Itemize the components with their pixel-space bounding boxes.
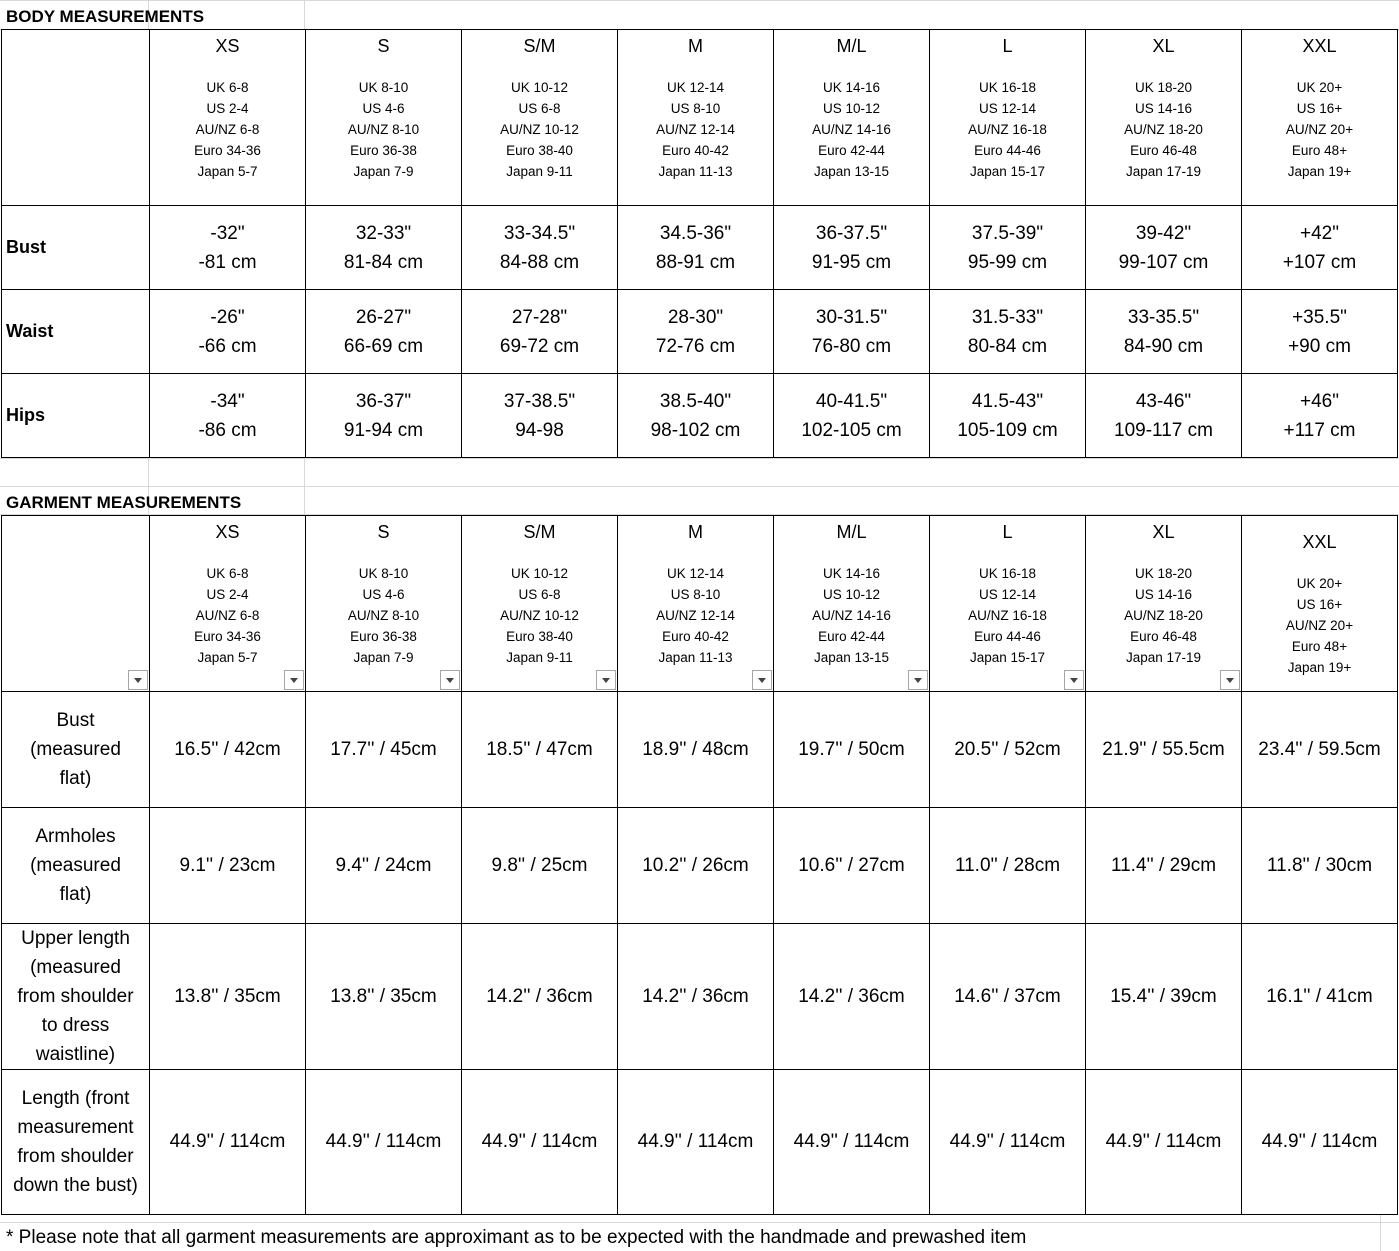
measurement-value: 80-84 cm: [967, 335, 1048, 357]
row-label: [2, 692, 150, 808]
conversion-line: AU/NZ 10-12: [500, 608, 579, 623]
conversion-line: Euro 38-40: [506, 143, 573, 158]
measurement-value: +42": [1300, 222, 1339, 244]
row-label-line: down the bust): [13, 1175, 138, 1196]
size-conversions: [774, 563, 929, 668]
size-header-cell: [930, 30, 1086, 206]
measurement-value: 28-30": [667, 306, 724, 328]
measurement-value: 102-105 cm: [801, 419, 902, 441]
size-header-cell: [306, 516, 462, 692]
conversion-line: US 8-10: [670, 587, 721, 602]
measurement-cell: [774, 374, 930, 458]
measurement-cell: 44.9'' / 114cm: [618, 1070, 774, 1215]
conversion-line: Euro 46-48: [1130, 143, 1197, 158]
measurement-row: [2, 290, 1398, 374]
measurement-row: [2, 692, 1398, 808]
size-name: XXL: [1302, 36, 1337, 56]
measurement-cell: 16.1'' / 41cm: [1242, 924, 1398, 1070]
filter-dropdown-button[interactable]: [128, 670, 148, 690]
conversion-line: UK 16-18: [978, 80, 1037, 95]
size-header-cell: [930, 516, 1086, 692]
filter-dropdown-button[interactable]: [440, 670, 460, 690]
conversion-line: AU/NZ 16-18: [968, 608, 1047, 623]
size-conversions: [462, 77, 617, 182]
conversion-line: AU/NZ 20+: [1285, 122, 1354, 137]
measurement-cell: [150, 374, 306, 458]
size-conversions: [1086, 77, 1241, 182]
measurement-value: 33-34.5": [503, 222, 576, 244]
conversion-line: US 14-16: [1134, 101, 1193, 116]
row-label-line: measurement: [17, 1117, 134, 1138]
size-name: M: [688, 36, 703, 56]
conversion-line: Euro 44-46: [974, 629, 1041, 644]
measurement-cell: [306, 290, 462, 374]
measurement-row: [2, 1070, 1398, 1215]
size-conversions: [306, 77, 461, 182]
measurement-cell: 16.5'' / 42cm: [150, 692, 306, 808]
gridline: [304, 0, 305, 29]
measurement-cell: 9.1'' / 23cm: [150, 808, 306, 924]
size-conversions: [930, 77, 1085, 182]
conversion-line: Japan 7-9: [353, 650, 414, 665]
gridline: [0, 1222, 1399, 1223]
gridline: [0, 486, 1399, 487]
measurement-cell: 20.5'' / 52cm: [930, 692, 1086, 808]
measurement-value: -66 cm: [198, 335, 257, 357]
size-name: M: [688, 522, 703, 542]
conversion-line: AU/NZ 20+: [1285, 618, 1354, 633]
size-conversions: [1086, 563, 1241, 668]
measurement-value: +107 cm: [1282, 251, 1357, 273]
measurement-row: [2, 808, 1398, 924]
measurement-value: 37-38.5": [503, 390, 576, 412]
size-header-cell: [462, 30, 618, 206]
row-label-line: flat): [59, 884, 92, 905]
measurement-value: 91-95 cm: [811, 251, 892, 273]
conversion-line: Euro 34-36: [194, 629, 261, 644]
measurement-cell: [774, 206, 930, 290]
conversion-line: UK 16-18: [978, 566, 1037, 581]
measurement-cell: [150, 290, 306, 374]
conversion-line: Japan 17-19: [1125, 164, 1202, 179]
conversion-line: UK 20+: [1296, 80, 1343, 95]
measurement-cell: 17.7'' / 45cm: [306, 692, 462, 808]
row-label-line: from shoulder: [17, 1146, 134, 1167]
conversion-line: UK 10-12: [510, 566, 569, 581]
conversion-line: UK 12-14: [666, 566, 725, 581]
measurement-value: 84-90 cm: [1123, 335, 1204, 357]
conversion-line: UK 6-8: [206, 80, 249, 95]
conversion-line: US 16+: [1296, 597, 1343, 612]
conversion-line: AU/NZ 18-20: [1124, 122, 1203, 137]
conversion-line: US 4-6: [362, 101, 405, 116]
measurement-cell: [618, 374, 774, 458]
conversion-line: UK 20+: [1296, 576, 1343, 591]
row-label-line: flat): [59, 768, 92, 789]
measurement-cell: 44.9'' / 114cm: [150, 1070, 306, 1215]
conversion-line: US 12-14: [978, 587, 1037, 602]
row-label-line: (measured: [30, 739, 121, 760]
size-name: S/M: [523, 522, 556, 542]
row-label: [2, 1070, 150, 1215]
row-label-line: (measured: [30, 855, 121, 876]
size-header-cell: [1086, 30, 1242, 206]
row-label: Hips: [2, 374, 150, 458]
conversion-line: Euro 46-48: [1130, 629, 1197, 644]
measurement-cell: [1242, 374, 1398, 458]
measurement-cell: 44.9'' / 114cm: [462, 1070, 618, 1215]
size-header-cell: [774, 516, 930, 692]
conversion-line: Japan 19+: [1287, 660, 1352, 675]
measurement-cell: [150, 206, 306, 290]
conversion-line: UK 14-16: [822, 566, 881, 581]
measurement-value: 40-41.5": [815, 390, 888, 412]
measurement-cell: [1086, 374, 1242, 458]
size-name: XXL: [1302, 532, 1337, 552]
size-name: S: [377, 36, 390, 56]
measurement-cell: 14.2'' / 36cm: [774, 924, 930, 1070]
measurement-cell: [930, 206, 1086, 290]
measurement-cell: 44.9'' / 114cm: [774, 1070, 930, 1215]
conversion-line: AU/NZ 6-8: [195, 122, 260, 137]
measurement-cell: [930, 374, 1086, 458]
measurement-value: 88-91 cm: [655, 251, 736, 273]
size-name: XS: [215, 522, 240, 542]
conversion-line: AU/NZ 14-16: [812, 122, 891, 137]
measurement-value: 41.5-43": [971, 390, 1044, 412]
measurement-value: 109-117 cm: [1114, 419, 1213, 441]
measurement-value: 76-80 cm: [811, 335, 892, 357]
size-name: S/M: [523, 36, 556, 56]
measurement-cell: [306, 206, 462, 290]
filter-dropdown-button[interactable]: [752, 670, 772, 690]
measurement-value: -86 cm: [198, 419, 257, 441]
measurement-value: +35.5": [1292, 306, 1347, 328]
measurement-value: 36-37.5": [815, 222, 888, 244]
conversion-line: Euro 48+: [1291, 143, 1348, 158]
measurement-value: 91-94 cm: [343, 419, 424, 441]
measurement-value: 26-27": [355, 306, 412, 328]
conversion-line: Japan 13-15: [813, 164, 890, 179]
measurement-cell: [1086, 290, 1242, 374]
conversion-line: UK 8-10: [358, 566, 409, 581]
measurement-cell: [1242, 206, 1398, 290]
conversion-line: US 10-12: [822, 587, 881, 602]
measurement-cell: [462, 374, 618, 458]
measurement-cell: 11.4'' / 29cm: [1086, 808, 1242, 924]
measurement-cell: 14.2'' / 36cm: [618, 924, 774, 1070]
conversion-line: Japan 11-13: [658, 650, 733, 665]
size-name: L: [1002, 36, 1013, 56]
size-conversions: [306, 563, 461, 668]
measurement-value: 98-102 cm: [650, 419, 741, 441]
row-label-line: Armholes: [35, 826, 116, 847]
size-header-row: [2, 516, 1398, 692]
row-label-line: from shoulder: [17, 986, 134, 1007]
conversion-line: UK 6-8: [206, 566, 249, 581]
row-label-line: waistline): [35, 1044, 116, 1065]
conversion-line: Japan 5-7: [197, 650, 258, 665]
filter-dropdown-button[interactable]: [284, 670, 304, 690]
filter-dropdown-button[interactable]: [908, 670, 928, 690]
corner-cell: [2, 30, 150, 206]
size-header-row: [2, 30, 1398, 206]
size-conversions: [150, 77, 305, 182]
measurement-value: -34": [210, 390, 245, 412]
conversion-line: US 6-8: [518, 587, 561, 602]
conversion-line: AU/NZ 8-10: [347, 122, 420, 137]
measurement-value: 27-28": [511, 306, 568, 328]
conversion-line: UK 18-20: [1134, 566, 1193, 581]
filter-dropdown-button[interactable]: [1220, 670, 1240, 690]
row-label-line: Bust: [56, 710, 95, 731]
size-conversions: [150, 563, 305, 668]
gridline: [0, 458, 1399, 459]
measurement-value: +46": [1300, 390, 1339, 412]
measurement-value: 36-37": [355, 390, 412, 412]
size-header-cell: [1086, 516, 1242, 692]
conversion-line: US 4-6: [362, 587, 405, 602]
size-conversions: [774, 77, 929, 182]
measurement-cell: [930, 290, 1086, 374]
size-name: M/L: [836, 36, 867, 56]
row-label: Waist: [2, 290, 150, 374]
size-conversions: [1242, 573, 1397, 678]
measurement-value: 31.5-33": [971, 306, 1044, 328]
measurement-value: 94-98: [515, 419, 564, 441]
measurement-cell: 13.8'' / 35cm: [150, 924, 306, 1070]
conversion-line: Japan 7-9: [353, 164, 414, 179]
measurement-cell: 10.6'' / 27cm: [774, 808, 930, 924]
conversion-line: Japan 9-11: [506, 650, 573, 665]
conversion-line: Euro 36-38: [350, 629, 417, 644]
measurement-value: +90 cm: [1288, 335, 1351, 357]
size-header-cell: [618, 30, 774, 206]
size-header-cell: [618, 516, 774, 692]
conversion-line: Euro 44-46: [974, 143, 1041, 158]
conversion-line: US 6-8: [518, 101, 561, 116]
measurement-cell: [462, 290, 618, 374]
measurement-cell: 11.0'' / 28cm: [930, 808, 1086, 924]
filter-dropdown-button[interactable]: [1064, 670, 1084, 690]
measurement-cell: 44.9'' / 114cm: [1086, 1070, 1242, 1215]
measurement-value: 84-88 cm: [499, 251, 580, 273]
size-header-cell: [1242, 516, 1398, 692]
conversion-line: US 2-4: [206, 587, 249, 602]
measurement-value: 105-109 cm: [957, 419, 1058, 441]
size-conversions: [1242, 77, 1397, 182]
size-header-cell: [462, 516, 618, 692]
measurement-value: 30-31.5": [815, 306, 888, 328]
size-name: L: [1002, 522, 1013, 542]
measurement-cell: 21.9'' / 55.5cm: [1086, 692, 1242, 808]
measurement-value: 37.5-39": [971, 222, 1044, 244]
measurement-cell: [306, 374, 462, 458]
body-section-title: BODY MEASUREMENTS: [6, 7, 205, 26]
conversion-line: Japan 11-13: [658, 164, 733, 179]
gridline: [0, 0, 1399, 1]
row-label: Bust: [2, 206, 150, 290]
measurement-value: 66-69 cm: [343, 335, 424, 357]
conversion-line: Euro 42-44: [818, 143, 885, 158]
size-name: XS: [215, 36, 240, 56]
conversion-line: US 16+: [1296, 101, 1343, 116]
size-conversions: [930, 563, 1085, 668]
conversion-line: UK 14-16: [822, 80, 881, 95]
size-conversions: [462, 563, 617, 668]
measurement-value: 99-107 cm: [1118, 251, 1209, 273]
conversion-line: AU/NZ 10-12: [500, 122, 579, 137]
measurement-cell: 23.4'' / 59.5cm: [1242, 692, 1398, 808]
body-measurements-table: [1, 29, 1398, 458]
conversion-line: Japan 5-7: [197, 164, 258, 179]
conversion-line: Japan 19+: [1287, 164, 1352, 179]
measurement-cell: 18.9'' / 48cm: [618, 692, 774, 808]
measurement-cell: 44.9'' / 114cm: [1242, 1070, 1398, 1215]
row-label-line: Length (front: [21, 1088, 130, 1109]
conversion-line: US 12-14: [978, 101, 1037, 116]
footnote: * Please note that all garment measurements are approximant as to be expected with the handmade and prewashed item: [6, 1227, 1027, 1248]
measurement-value: -26": [210, 306, 245, 328]
row-label-line: (measured: [30, 957, 121, 978]
measurement-value: 72-76 cm: [655, 335, 736, 357]
measurement-value: 43-46": [1135, 390, 1192, 412]
size-header-cell: [306, 30, 462, 206]
conversion-line: Japan 17-19: [1125, 650, 1202, 665]
conversion-line: UK 12-14: [666, 80, 725, 95]
measurement-cell: [774, 290, 930, 374]
size-header-cell: [150, 30, 306, 206]
size-conversions: [618, 563, 773, 668]
size-conversions: [618, 77, 773, 182]
measurement-value: 39-42": [1135, 222, 1192, 244]
size-name: XL: [1152, 36, 1175, 56]
measurement-value: 69-72 cm: [499, 335, 580, 357]
measurement-cell: 14.6'' / 37cm: [930, 924, 1086, 1070]
conversion-line: US 14-16: [1134, 587, 1193, 602]
conversion-line: Euro 34-36: [194, 143, 261, 158]
size-header-cell: [774, 30, 930, 206]
measurement-value: 81-84 cm: [343, 251, 424, 273]
row-label: [2, 924, 150, 1070]
measurement-cell: [618, 290, 774, 374]
measurement-cell: 44.9'' / 114cm: [930, 1070, 1086, 1215]
measurement-cell: 11.8'' / 30cm: [1242, 808, 1398, 924]
measurement-cell: [618, 206, 774, 290]
conversion-line: Euro 42-44: [818, 629, 885, 644]
size-name: S: [377, 522, 390, 542]
measurement-value: 38.5-40": [659, 390, 732, 412]
size-header-cell: [1242, 30, 1398, 206]
measurement-value: 33-35.5": [1127, 306, 1200, 328]
size-name: M/L: [836, 522, 867, 542]
size-header-cell: [150, 516, 306, 692]
conversion-line: AU/NZ 18-20: [1124, 608, 1203, 623]
conversion-line: Euro 40-42: [662, 143, 729, 158]
measurement-cell: [1242, 290, 1398, 374]
conversion-line: AU/NZ 12-14: [656, 608, 735, 623]
measurement-value: -32": [210, 222, 245, 244]
measurement-cell: 44.9'' / 114cm: [306, 1070, 462, 1215]
conversion-line: Euro 36-38: [350, 143, 417, 158]
conversion-line: US 8-10: [670, 101, 721, 116]
measurement-cell: 13.8'' / 35cm: [306, 924, 462, 1070]
measurement-value: -81 cm: [198, 251, 257, 273]
conversion-line: UK 10-12: [510, 80, 569, 95]
measurement-cell: 15.4'' / 39cm: [1086, 924, 1242, 1070]
conversion-line: AU/NZ 6-8: [195, 608, 260, 623]
measurement-row: [2, 374, 1398, 458]
corner-cell: [2, 516, 150, 692]
garment-measurements-table: [1, 515, 1398, 1215]
measurement-row: [2, 924, 1398, 1070]
measurement-value: 32-33": [355, 222, 412, 244]
conversion-line: Japan 9-11: [506, 164, 573, 179]
measurement-cell: [462, 206, 618, 290]
measurement-cell: [1086, 206, 1242, 290]
row-label-line: to dress: [41, 1015, 110, 1036]
measurement-value: 95-99 cm: [967, 251, 1048, 273]
conversion-line: US 10-12: [822, 101, 881, 116]
conversion-line: Euro 38-40: [506, 629, 573, 644]
measurement-cell: 9.4'' / 24cm: [306, 808, 462, 924]
conversion-line: UK 8-10: [358, 80, 409, 95]
measurement-row: [2, 206, 1398, 290]
garment-section-title: GARMENT MEASUREMENTS: [6, 493, 242, 512]
conversion-line: UK 18-20: [1134, 80, 1193, 95]
conversion-line: Japan 13-15: [813, 650, 890, 665]
measurement-cell: 18.5'' / 47cm: [462, 692, 618, 808]
conversion-line: AU/NZ 12-14: [656, 122, 735, 137]
measurement-value: 34.5-36": [659, 222, 732, 244]
conversion-line: AU/NZ 14-16: [812, 608, 891, 623]
measurement-value: +117 cm: [1283, 419, 1356, 441]
conversion-line: AU/NZ 16-18: [968, 122, 1047, 137]
gridline: [1380, 1214, 1381, 1251]
conversion-line: US 2-4: [206, 101, 249, 116]
measurement-cell: 19.7'' / 50cm: [774, 692, 930, 808]
size-name: XL: [1152, 522, 1175, 542]
row-label: [2, 808, 150, 924]
row-label-line: Upper length: [21, 928, 130, 949]
measurement-cell: 10.2'' / 26cm: [618, 808, 774, 924]
conversion-line: Euro 40-42: [662, 629, 729, 644]
measurement-cell: 9.8'' / 25cm: [462, 808, 618, 924]
conversion-line: Japan 15-17: [969, 164, 1046, 179]
conversion-line: AU/NZ 8-10: [347, 608, 420, 623]
conversion-line: Euro 48+: [1291, 639, 1348, 654]
filter-dropdown-button[interactable]: [596, 670, 616, 690]
measurement-cell: 14.2'' / 36cm: [462, 924, 618, 1070]
gridline: [304, 458, 305, 514]
conversion-line: Japan 15-17: [969, 650, 1046, 665]
